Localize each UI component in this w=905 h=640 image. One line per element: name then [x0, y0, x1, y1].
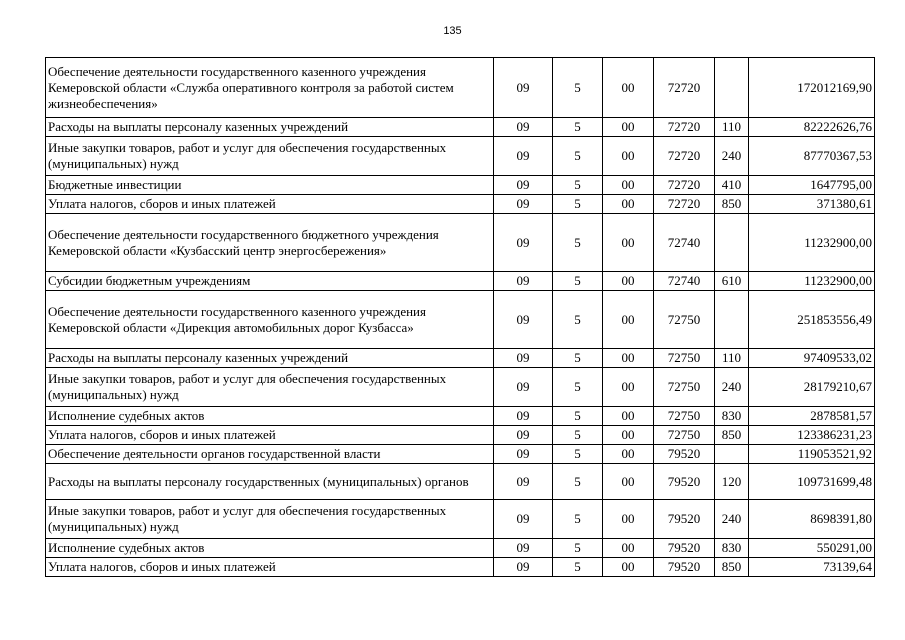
direction-code-cell: 79520	[654, 464, 715, 500]
expense-name-cell: Уплата налогов, сборов и иных платежей	[46, 558, 494, 577]
table-row	[46, 214, 875, 272]
program-code-cell: 5	[553, 445, 603, 464]
amount-cell: 28179210,67	[749, 368, 875, 407]
table-row	[46, 368, 875, 407]
table-row	[46, 272, 875, 291]
direction-code-cell: 72720	[654, 118, 715, 137]
subprogram-code-cell: 00	[603, 464, 654, 500]
direction-code-cell: 72750	[654, 291, 715, 349]
expense-type-code-cell: 240	[715, 500, 749, 539]
direction-code-cell: 72750	[654, 426, 715, 445]
section-code-cell: 09	[494, 214, 553, 272]
table-row	[46, 195, 875, 214]
program-code-cell: 5	[553, 558, 603, 577]
expense-name-cell: Исполнение судебных актов	[46, 407, 494, 426]
amount-cell: 82222626,76	[749, 118, 875, 137]
subprogram-code-cell: 00	[603, 291, 654, 349]
program-code-cell: 5	[553, 407, 603, 426]
amount-cell: 109731699,48	[749, 464, 875, 500]
expense-type-code-cell: 110	[715, 118, 749, 137]
amount-cell: 2878581,57	[749, 407, 875, 426]
subprogram-code-cell: 00	[603, 176, 654, 195]
table-row	[46, 118, 875, 137]
expense-name-cell: Обеспечение деятельности органов государственной власти	[46, 445, 494, 464]
section-code-cell: 09	[494, 291, 553, 349]
section-code-cell: 09	[494, 500, 553, 539]
amount-cell: 11232900,00	[749, 214, 875, 272]
table-row	[46, 558, 875, 577]
expense-type-code-cell: 240	[715, 368, 749, 407]
amount-cell: 73139,64	[749, 558, 875, 577]
table-row	[46, 407, 875, 426]
amount-cell: 123386231,23	[749, 426, 875, 445]
table-row	[46, 464, 875, 500]
subprogram-code-cell: 00	[603, 195, 654, 214]
program-code-cell: 5	[553, 426, 603, 445]
subprogram-code-cell: 00	[603, 407, 654, 426]
budget-table	[45, 57, 875, 577]
expense-type-code-cell: 850	[715, 558, 749, 577]
program-code-cell: 5	[553, 464, 603, 500]
table-row	[46, 58, 875, 118]
expense-name-cell: Бюджетные инвестиции	[46, 176, 494, 195]
expense-type-code-cell	[715, 291, 749, 349]
direction-code-cell: 72720	[654, 176, 715, 195]
table-row	[46, 500, 875, 539]
table-row	[46, 137, 875, 176]
program-code-cell: 5	[553, 272, 603, 291]
section-code-cell: 09	[494, 426, 553, 445]
expense-type-code-cell: 610	[715, 272, 749, 291]
expense-name-cell: Иные закупки товаров, работ и услуг для обеспечения государственных (муниципальных) нужд	[46, 500, 494, 539]
program-code-cell: 5	[553, 368, 603, 407]
page-number: 135	[443, 25, 462, 37]
section-code-cell: 09	[494, 539, 553, 558]
amount-cell: 1647795,00	[749, 176, 875, 195]
expense-name-cell: Субсидии бюджетным учреждениям	[46, 272, 494, 291]
expense-type-code-cell: 830	[715, 407, 749, 426]
program-code-cell: 5	[553, 176, 603, 195]
expense-type-code-cell: 410	[715, 176, 749, 195]
direction-code-cell: 79520	[654, 558, 715, 577]
table-row	[46, 445, 875, 464]
expense-name-cell: Иные закупки товаров, работ и услуг для обеспечения государственных (муниципальных) нужд	[46, 137, 494, 176]
direction-code-cell: 79520	[654, 500, 715, 539]
amount-cell: 87770367,53	[749, 137, 875, 176]
expense-name-cell: Иные закупки товаров, работ и услуг для обеспечения государственных (муниципальных) нужд	[46, 368, 494, 407]
amount-cell: 550291,00	[749, 539, 875, 558]
subprogram-code-cell: 00	[603, 368, 654, 407]
expense-type-code-cell: 110	[715, 349, 749, 368]
program-code-cell: 5	[553, 539, 603, 558]
expense-name-cell: Исполнение судебных актов	[46, 539, 494, 558]
subprogram-code-cell: 00	[603, 118, 654, 137]
expense-type-code-cell: 850	[715, 426, 749, 445]
direction-code-cell: 72720	[654, 58, 715, 118]
expense-type-code-cell	[715, 214, 749, 272]
expense-name-cell: Расходы на выплаты персоналу государственных (муниципальных) органов	[46, 464, 494, 500]
direction-code-cell: 79520	[654, 445, 715, 464]
section-code-cell: 09	[494, 176, 553, 195]
subprogram-code-cell: 00	[603, 137, 654, 176]
subprogram-code-cell: 00	[603, 349, 654, 368]
program-code-cell: 5	[553, 500, 603, 539]
amount-cell: 119053521,92	[749, 445, 875, 464]
subprogram-code-cell: 00	[603, 539, 654, 558]
section-code-cell: 09	[494, 195, 553, 214]
direction-code-cell: 72740	[654, 214, 715, 272]
expense-name-cell: Обеспечение деятельности государственного казенного учреждения Кемеровской области «Дирекция автомобильных дорог Кузбасса»	[46, 291, 494, 349]
expense-name-cell: Уплата налогов, сборов и иных платежей	[46, 195, 494, 214]
section-code-cell: 09	[494, 445, 553, 464]
section-code-cell: 09	[494, 368, 553, 407]
section-code-cell: 09	[494, 272, 553, 291]
expense-type-code-cell: 830	[715, 539, 749, 558]
subprogram-code-cell: 00	[603, 445, 654, 464]
subprogram-code-cell: 00	[603, 558, 654, 577]
subprogram-code-cell: 00	[603, 272, 654, 291]
program-code-cell: 5	[553, 291, 603, 349]
expense-type-code-cell: 120	[715, 464, 749, 500]
amount-cell: 8698391,80	[749, 500, 875, 539]
amount-cell: 371380,61	[749, 195, 875, 214]
table-row	[46, 539, 875, 558]
amount-cell: 11232900,00	[749, 272, 875, 291]
expense-name-cell: Обеспечение деятельности государственного казенного учреждения Кемеровской области «Служба оперативного контроля за работой систем жизнеобеспечения»	[46, 58, 494, 118]
section-code-cell: 09	[494, 137, 553, 176]
expense-name-cell: Расходы на выплаты персоналу казенных учреждений	[46, 118, 494, 137]
program-code-cell: 5	[553, 195, 603, 214]
section-code-cell: 09	[494, 349, 553, 368]
program-code-cell: 5	[553, 58, 603, 118]
amount-cell: 97409533,02	[749, 349, 875, 368]
subprogram-code-cell: 00	[603, 426, 654, 445]
direction-code-cell: 72740	[654, 272, 715, 291]
table-row	[46, 291, 875, 349]
section-code-cell: 09	[494, 464, 553, 500]
amount-cell: 251853556,49	[749, 291, 875, 349]
program-code-cell: 5	[553, 349, 603, 368]
subprogram-code-cell: 00	[603, 214, 654, 272]
direction-code-cell: 79520	[654, 539, 715, 558]
expense-type-code-cell	[715, 58, 749, 118]
expense-type-code-cell: 850	[715, 195, 749, 214]
section-code-cell: 09	[494, 118, 553, 137]
direction-code-cell: 72720	[654, 195, 715, 214]
subprogram-code-cell: 00	[603, 58, 654, 118]
section-code-cell: 09	[494, 558, 553, 577]
amount-cell: 172012169,90	[749, 58, 875, 118]
expense-name-cell: Обеспечение деятельности государственного бюджетного учреждения Кемеровской области «Кузбасский центр энергосбережения»	[46, 214, 494, 272]
table-row	[46, 349, 875, 368]
subprogram-code-cell: 00	[603, 500, 654, 539]
expense-name-cell: Расходы на выплаты персоналу казенных учреждений	[46, 349, 494, 368]
direction-code-cell: 72720	[654, 137, 715, 176]
expense-name-cell: Уплата налогов, сборов и иных платежей	[46, 426, 494, 445]
table-row	[46, 176, 875, 195]
program-code-cell: 5	[553, 214, 603, 272]
expense-type-code-cell: 240	[715, 137, 749, 176]
direction-code-cell: 72750	[654, 349, 715, 368]
table-row	[46, 426, 875, 445]
section-code-cell: 09	[494, 58, 553, 118]
expense-type-code-cell	[715, 445, 749, 464]
program-code-cell: 5	[553, 137, 603, 176]
program-code-cell: 5	[553, 118, 603, 137]
direction-code-cell: 72750	[654, 368, 715, 407]
section-code-cell: 09	[494, 407, 553, 426]
direction-code-cell: 72750	[654, 407, 715, 426]
